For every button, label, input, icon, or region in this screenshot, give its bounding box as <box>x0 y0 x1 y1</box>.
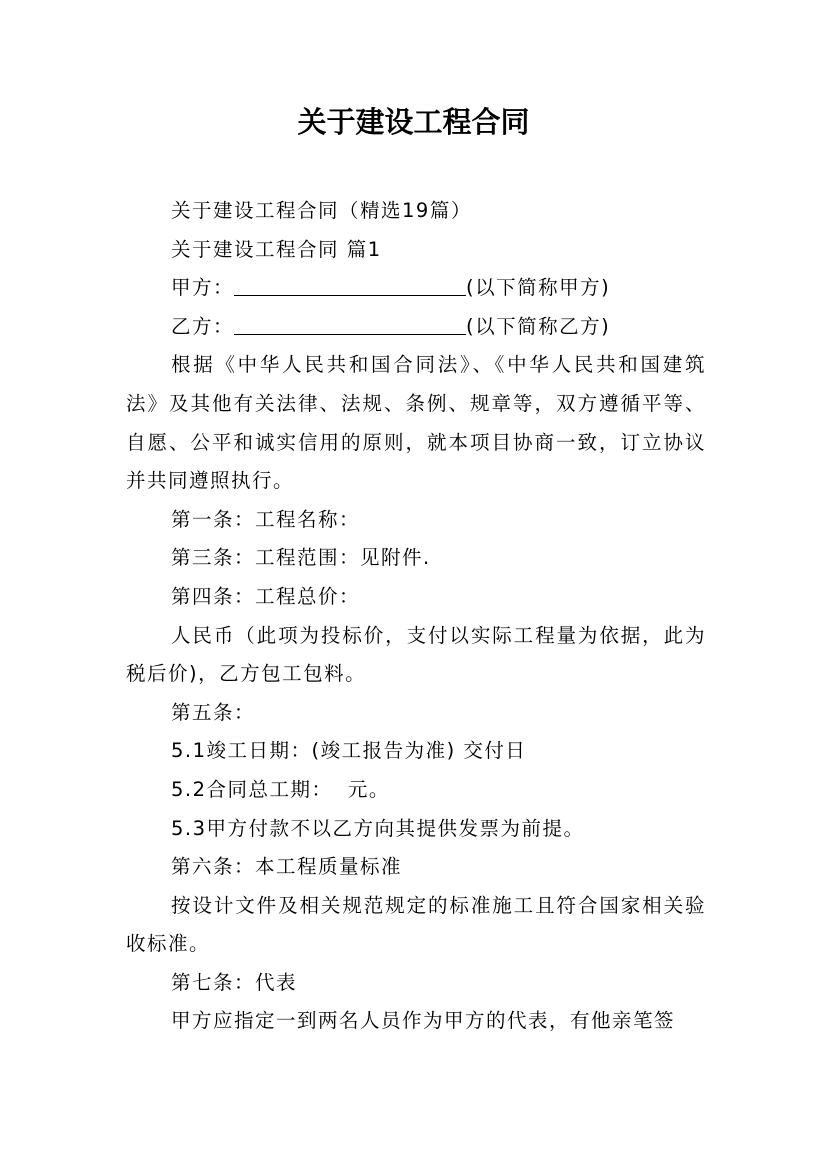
paragraph-article-6: 第六条：本工程质量标准 <box>171 855 403 879</box>
paragraph-subtitle: 关于建设工程合同（精选19篇） <box>171 199 472 222</box>
document-title: 关于建设工程合同 <box>297 105 530 139</box>
paragraph-article-1: 第一条：工程名称： <box>171 507 361 531</box>
party-b-blank-line <box>234 312 466 335</box>
document-body <box>126 192 706 1041</box>
paragraph-5-3: 5.3甲方付款不以乙方向其提供发票为前提。 <box>171 816 585 840</box>
party-b-suffix: (以下简称乙方) <box>466 314 611 338</box>
paragraph-party-a <box>126 269 706 308</box>
paragraph-5-1: 5.1竣工日期：(竣工报告为准) 交付日 <box>171 739 527 763</box>
paragraph-party-b <box>126 308 706 347</box>
paragraph-preamble: 根据《中华人民共和国合同法》、《中华人民共和国建筑法》及其他有关法律、法规、条例、规章等，双方遵循平等、自愿、公平和诚实信用的原则，就本项目协商一致，订立协议并共同遵照执行。 <box>126 353 706 493</box>
party-a-label: 甲方： <box>171 276 235 300</box>
paragraph-section-heading: 关于建设工程合同 篇1 <box>171 237 382 261</box>
paragraph-article-3: 第三条：工程范围：见附件. <box>171 546 431 570</box>
paragraph-article-5: 第五条： <box>171 700 256 724</box>
paragraph-article-7: 第七条：代表 <box>171 970 298 994</box>
paragraph-article-4: 第四条：工程总价： <box>171 584 361 608</box>
party-a-suffix: (以下简称甲方) <box>466 276 611 300</box>
party-b-label: 乙方： <box>171 314 235 338</box>
paragraph-price: 人民币（此项为投标价，支付以实际工程量为依据，此为税后价)，乙方包工包料。 <box>126 623 706 686</box>
paragraph-representative: 甲方应指定一到两名人员作为甲方的代表，有他亲笔签 <box>171 1009 676 1033</box>
paragraph-5-2: 5.2合同总工期： 元。 <box>171 777 390 801</box>
paragraph-quality: 按设计文件及相关规范规定的标准施工且符合国家相关验收标准。 <box>126 893 706 956</box>
party-a-blank-line <box>234 273 466 296</box>
